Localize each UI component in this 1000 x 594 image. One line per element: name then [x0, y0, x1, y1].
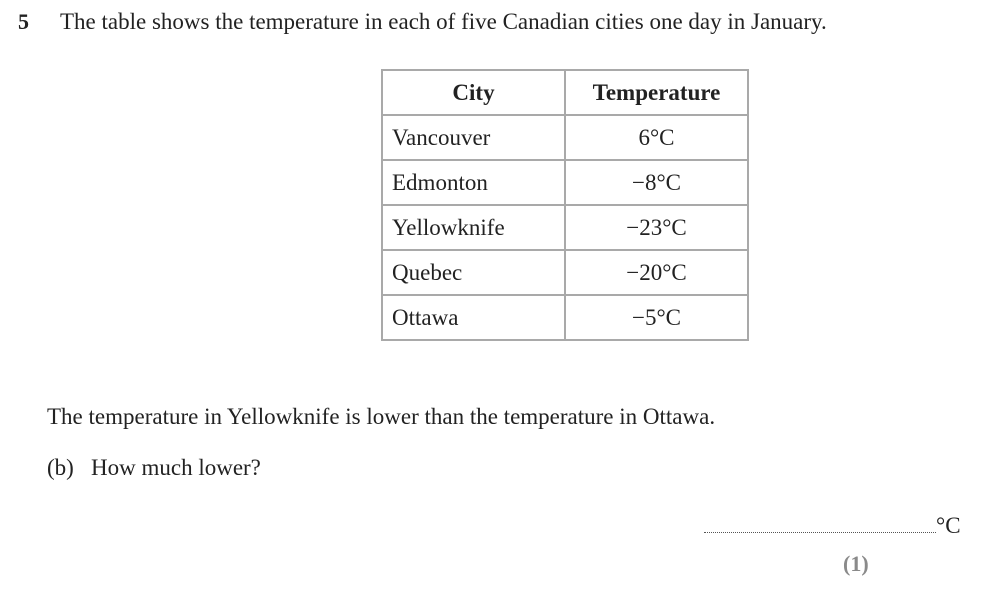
- part-b-label: (b): [47, 455, 74, 480]
- city-cell: Quebec: [382, 250, 565, 295]
- part-b-text: How much lower?: [91, 455, 261, 480]
- table-row: [382, 205, 748, 250]
- question-intro: The table shows the temperature in each of five Canadian cities one day in January.: [60, 9, 827, 34]
- table-row: [382, 250, 748, 295]
- table-row: [382, 115, 748, 160]
- question-number: 5: [18, 9, 29, 34]
- question-statement: The temperature in Yellowknife is lower than the temperature in Ottawa.: [47, 404, 716, 429]
- temperature-cell: −23°C: [565, 205, 748, 250]
- city-cell: Ottawa: [382, 295, 565, 340]
- marks-label: (1): [843, 551, 869, 576]
- temperature-cell: −20°C: [565, 250, 748, 295]
- answer-unit: °C: [936, 513, 961, 538]
- part-b: [47, 455, 261, 481]
- city-cell: Vancouver: [382, 115, 565, 160]
- temperature-cell: 6°C: [565, 115, 748, 160]
- table-row: [382, 160, 748, 205]
- table-header-row: [382, 70, 748, 115]
- header-temperature: Temperature: [565, 70, 748, 115]
- city-cell: Edmonton: [382, 160, 565, 205]
- temperature-table: [381, 69, 749, 341]
- answer-line[interactable]: [704, 532, 936, 533]
- temperature-cell: −8°C: [565, 160, 748, 205]
- header-city: City: [382, 70, 565, 115]
- temperature-cell: −5°C: [565, 295, 748, 340]
- table-row: [382, 295, 748, 340]
- city-cell: Yellowknife: [382, 205, 565, 250]
